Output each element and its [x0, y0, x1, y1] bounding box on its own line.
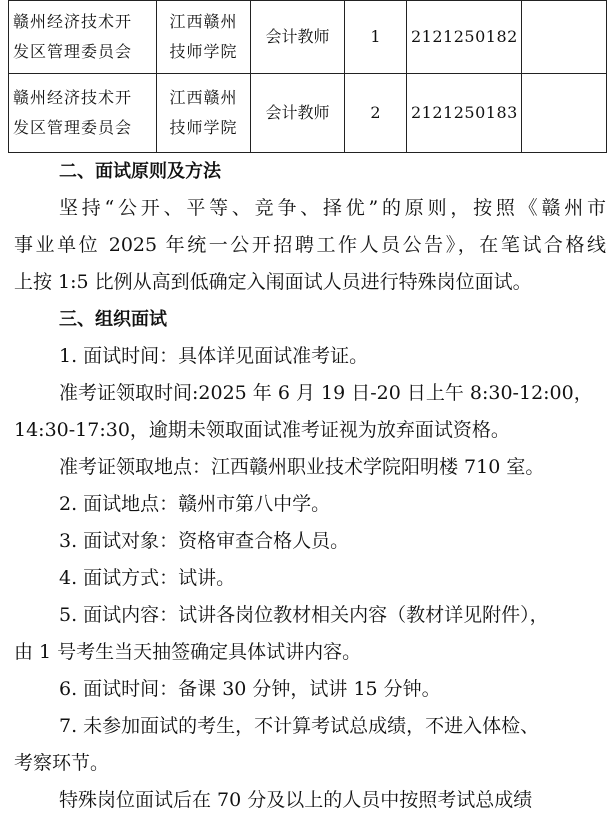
position-cell: 会计教师	[251, 1, 345, 74]
position-cell: 会计教师	[251, 74, 345, 153]
school-cell	[157, 74, 251, 153]
unit-text-line1: 赣州经济技术开	[13, 88, 133, 107]
school-cell	[157, 1, 251, 74]
section2-para-line: 上按 1:5 比例从高到低确定入闱面试人员进行特殊岗位面试。	[14, 271, 532, 293]
note-cell	[522, 1, 607, 74]
item-1: 1. 面试时间：具体详见面试准考证。	[59, 345, 369, 367]
unit-text-line1: 赣州经济技术开	[13, 12, 133, 31]
school-text-line2: 技师学院	[169, 42, 238, 61]
item-7: 7. 未参加面试的考生，不计算考试总成绩，不进入体检、	[59, 715, 540, 737]
section2-heading: 二、面试原则及方法	[59, 161, 221, 182]
final-line: 特殊岗位面试后在 70 分及以上的人员中按照考试总成绩	[59, 789, 533, 811]
ticket-time-line: 准考证领取时间:2025 年 6 月 19 日-20 日上午 8:30-12:00，	[59, 382, 593, 404]
unit-text-line2: 发区管理委员会	[13, 42, 133, 61]
item-5: 5. 面试内容：试讲各岗位教材相关内容（教材详见附件），	[59, 604, 549, 626]
document-body	[14, 153, 606, 819]
code-cell: 2121250182	[407, 1, 522, 74]
ticket-place: 准考证领取地点：江西赣州职业技术学院阳明楼 710 室。	[59, 456, 545, 478]
unit-cell	[9, 1, 157, 74]
table-row	[9, 74, 607, 153]
item-2: 2. 面试地点：赣州市第八中学。	[59, 493, 331, 515]
school-text-line2: 技师学院	[169, 118, 238, 137]
position-table	[8, 0, 607, 153]
item-6: 6. 面试时间：备课 30 分钟，试讲 15 分钟。	[59, 678, 441, 700]
count-cell: 2	[345, 74, 407, 153]
school-text-line1: 江西赣州	[169, 88, 238, 107]
section2-para-line: 坚持“公开、平等、竞争、择优”的原则，按照《赣州市	[59, 197, 606, 219]
section3-heading: 三、组织面试	[59, 309, 167, 330]
unit-cell	[9, 74, 157, 153]
item-3: 3. 面试对象：资格审查合格人员。	[59, 530, 350, 552]
section2-para-line: 事业单位 2025 年统一公开招聘工作人员公告》，在笔试合格线	[14, 234, 606, 256]
code-cell: 2121250183	[407, 74, 522, 153]
item-4: 4. 面试方式：试讲。	[59, 567, 236, 589]
count-cell: 1	[345, 1, 407, 74]
item-5-cont: 由 1 号考生当天抽签确定具体试讲内容。	[14, 641, 362, 663]
unit-text-line2: 发区管理委员会	[13, 118, 133, 137]
ticket-time-line: 14:30-17:30，逾期未领取面试准考证视为放弃面试资格。	[14, 419, 510, 441]
item-7-cont: 考察环节。	[14, 752, 110, 774]
table-row	[9, 1, 607, 74]
note-cell	[522, 74, 607, 153]
school-text-line1: 江西赣州	[169, 12, 238, 31]
